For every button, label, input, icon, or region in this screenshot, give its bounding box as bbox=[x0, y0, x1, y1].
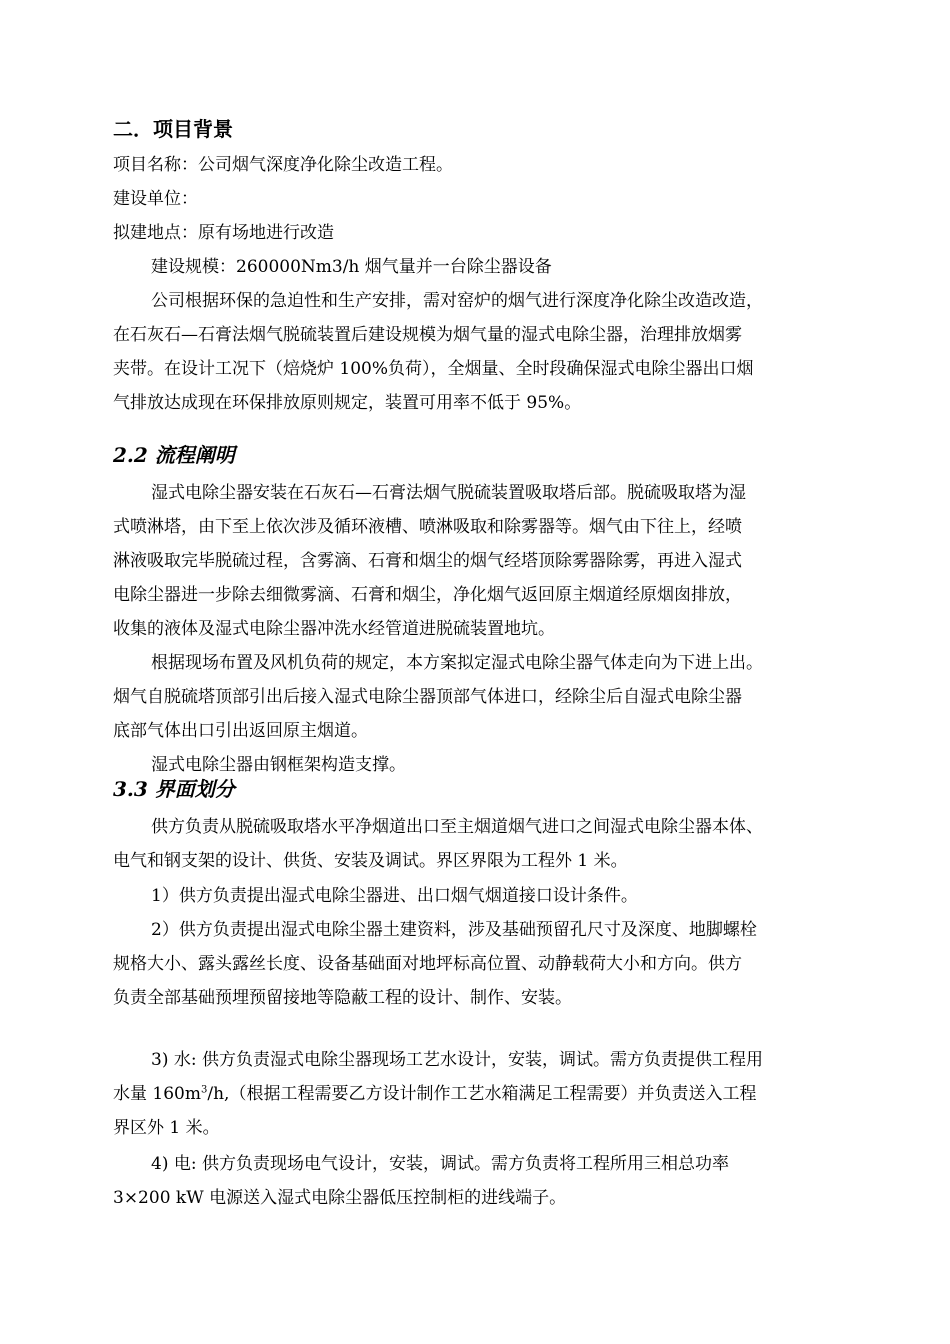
scope-para-line: 电气和钢支架的设计、供货、安装及调试。界区界限为工程外 1 米。 bbox=[113, 851, 628, 871]
intro-line: 夹带。在设计工况下（焙烧炉 100%负荷），全烟量、全时段确保湿式电除尘器出口烟 bbox=[113, 359, 754, 379]
scope-heading: 3.3 界面划分 bbox=[113, 777, 235, 801]
scope-item-4-line: 4) 电: 供方负责现场电气设计，安装，调试。需方负责将工程所用三相总功率 bbox=[151, 1154, 729, 1174]
flow-heading: 2.2 流程阐明 bbox=[113, 443, 235, 467]
water-volume-text: 水量 160m bbox=[113, 1084, 201, 1104]
flow-para-line: 式喷淋塔，由下至上依次涉及循环液槽、喷淋吸取和除雾器等。烟气由下往上，经喷 bbox=[113, 517, 742, 537]
scope-item-1: 1）供方负责提出湿式电除尘器进、出口烟气烟道接口设计条件。 bbox=[151, 886, 638, 906]
intro-line: 在石灰石—石膏法烟气脱硫装置后建设规模为烟气量的湿式电除尘器，治理排放烟雾 bbox=[113, 325, 742, 345]
construction-unit-line: 建设单位： bbox=[113, 189, 198, 209]
site-line: 拟建地点：原有场地进行改造 bbox=[113, 223, 334, 243]
flow-para-line: 湿式电除尘器安装在石灰石—石膏法烟气脱硫装置吸取塔后部。脱硫吸取塔为湿 bbox=[151, 483, 746, 503]
scope-para-line: 供方负责从脱硫吸取塔水平净烟道出口至主烟道烟气进口之间湿式电除尘器本体、 bbox=[151, 817, 763, 837]
intro-line: 公司根据环保的急迫性和生产安排，需对窑炉的烟气进行深度净化除尘改造改造， bbox=[151, 291, 763, 311]
scope-item-2-line: 规格大小、露头露丝长度、设备基础面对地坪标高位置、动静载荷大小和方向。供方 bbox=[113, 954, 742, 974]
flow-para-line: 收集的液体及湿式电除尘器冲洗水经管道进脱硫装置地坑。 bbox=[113, 619, 555, 639]
cubic-superscript: 3 bbox=[200, 1084, 208, 1096]
scope-item-2-line: 2）供方负责提出湿式电除尘器土建资料，涉及基础预留孔尺寸及深度、地脚螺栓 bbox=[151, 920, 757, 940]
scale-line: 建设规模：260000Nm3/h 烟气量并一台除尘器设备 bbox=[151, 257, 552, 277]
flow-para-line: 淋液吸取完毕脱硫过程，含雾滴、石膏和烟尘的烟气经塔顶除雾器除雾，再进入湿式 bbox=[113, 551, 742, 571]
scope-item-4-line: 3×200 kW 电源送入湿式电除尘器低压控制柜的进线端子。 bbox=[113, 1188, 567, 1208]
scope-item-2-line: 负责全部基础预埋预留接地等隐蔽工程的设计、制作、安装。 bbox=[113, 988, 572, 1008]
flow-para-line: 湿式电除尘器由钢框架构造支撑。 bbox=[151, 755, 406, 775]
scope-item-3-line: 3) 水: 供方负责湿式电除尘器现场工艺水设计，安装，调试。需方负责提供工程用 bbox=[151, 1050, 763, 1070]
flow-para-line: 根据现场布置及风机负荷的规定，本方案拟定湿式电除尘器气体走向为下进上出。 bbox=[151, 653, 763, 673]
water-volume-rest: /h,（根据工程需要乙方设计制作工艺水箱满足工程需要）并负责送入工程 bbox=[207, 1084, 757, 1104]
scope-item-3-line bbox=[113, 1082, 756, 1106]
flow-para-line: 烟气自脱硫塔顶部引出后接入湿式电除尘器顶部气体进口，经除尘后自湿式电除尘器 bbox=[113, 687, 742, 707]
scope-item-3-line: 界区外 1 米。 bbox=[113, 1118, 220, 1138]
intro-line: 气排放达成现在环保排放原则规定，装置可用率不低于 95%。 bbox=[113, 393, 582, 413]
flow-para-line: 底部气体出口引出返回原主烟道。 bbox=[113, 721, 368, 741]
section-title: 二．项目背景 bbox=[113, 117, 233, 141]
project-name-line: 项目名称：公司烟气深度净化除尘改造工程。 bbox=[113, 155, 453, 175]
flow-para-line: 电除尘器进一步除去细微雾滴、石膏和烟尘，净化烟气返回原主烟道经原烟囱排放， bbox=[113, 585, 742, 605]
